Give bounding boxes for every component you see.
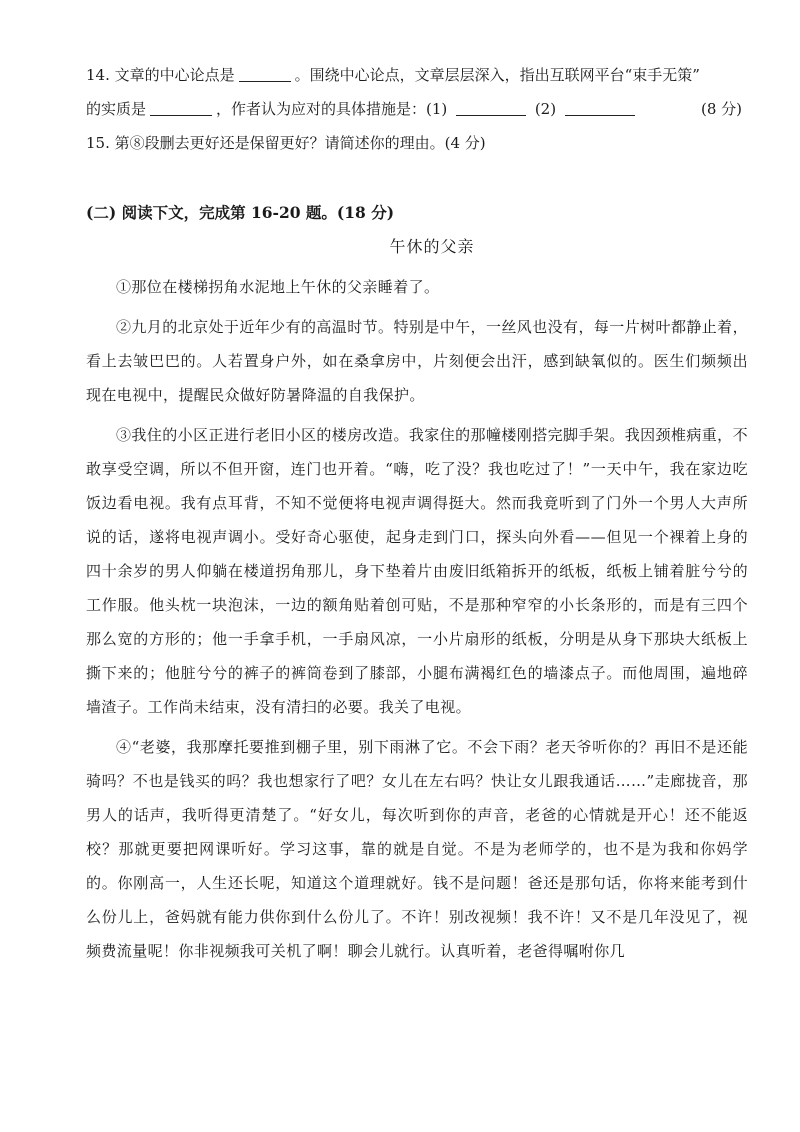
answer-blank-essence[interactable] [150,97,212,116]
question-14-stem: 14. 文章的中心论点是 [86,66,235,84]
paragraph-4: ④“老婆，我那摩托要推到棚子里，别下雨淋了它。不会下雨？老天爷听你的？再旧不是还能骑吗？不也是钱买的吗？我也想家行了吧？女儿在左右吗？快让女儿跟我通话……”走廊拢音，那男人的话声，我听得更清楚了。“好女儿，每次听到你的声音，老爸的心情就是开心！还不能返校？那就更要把网课听好。学习这事，靠的就是自觉。不是为老师学的，也不是为我和你妈学的。你刚高一，人生还长呢，知道这个道理就好。钱不是问题！爸还是那句话，你将来能考到什么份儿上，爸妈就有能力供你到什么份儿了。不许！别改视频！我不许！又不是几年没见了，视频费流量呢！你非视频我可关机了啊！聊会儿就行。认真听着，老爸得嘱咐你几 [86,738,748,960]
paragraph-2: ②九月的北京处于近年少有的高温时节。特别是中午，一丝风也没有，每一片树叶都静止着，看上去皱巴巴的。人若置身户外，如在桑拿房中，片刻便会出汗，感到缺氧似的。医生们频频出现在电视中，提醒民众做好防暑降温的自我保护。 [86,318,748,404]
question-14-essence-label: 的实质是 [86,100,147,118]
paragraph-1: ①那位在楼梯拐角水泥地上午休的父亲睡着了。 [116,278,440,296]
answer-blank-measure-1[interactable] [456,97,526,116]
question-14-line-1 [86,58,748,92]
question-14-points: (8 分) [700,100,742,118]
question-15: 15. 第⑧段删去更好还是保留更好？请简述你的理由。(4 分) [86,134,486,152]
answer-blank-measure-2[interactable] [565,97,635,116]
question-14-line-2 [86,92,748,126]
article-title: 午休的父亲 [389,237,475,256]
paragraph-3: ③我住的小区正进行老旧小区的楼房改造。我家住的那幢楼刚搭完脚手架。我因颈椎病重，不敢享受空调，所以不但开窗，连门也开着。“嗨，吃了没？我也吃过了！”一天中午，我在家边吃饭边看电视。我有点耳背，不知不觉便将电视声调得挺大。然而我竟听到了门外一个男人大声所说的话，遂将电视声调小。受好奇心驱使，起身走到门口，探头向外看——但见一个裸着上身的四十余岁的男人仰躺在楼道拐角那儿，身下垫着片由废旧纸箱拆开的纸板，纸板上铺着脏兮兮的工作服。他头枕一块泡沫，一边的额角贴着创可贴，不是那种窄窄的小长条形的，而是有三四个那么宽的方形的；他一手拿手机，一手扇风凉，一小片扇形的纸板，分明是从身下那块大纸板上撕下来的；他脏兮兮的裤子的裤筒卷到了膝部，小腿布满褐红色的墙漆点子。而他周围，遍地碎墙渣子。工作尚未结束，没有清扫的必要。我关了电视。 [86,426,748,716]
question-14-measure-2-label: (2) [534,100,557,118]
answer-blank-central-argument[interactable] [239,63,291,82]
section-2-heading: (二) 阅读下文，完成第 16-20 题。(18 分) [86,203,395,222]
question-14-measures-label: ，作者认为应对的具体措施是：(1) [216,100,448,118]
question-14-stem-cont: 。围绕中心论点，文章层层深入，指出互联网平台“束手无策” [294,66,700,84]
